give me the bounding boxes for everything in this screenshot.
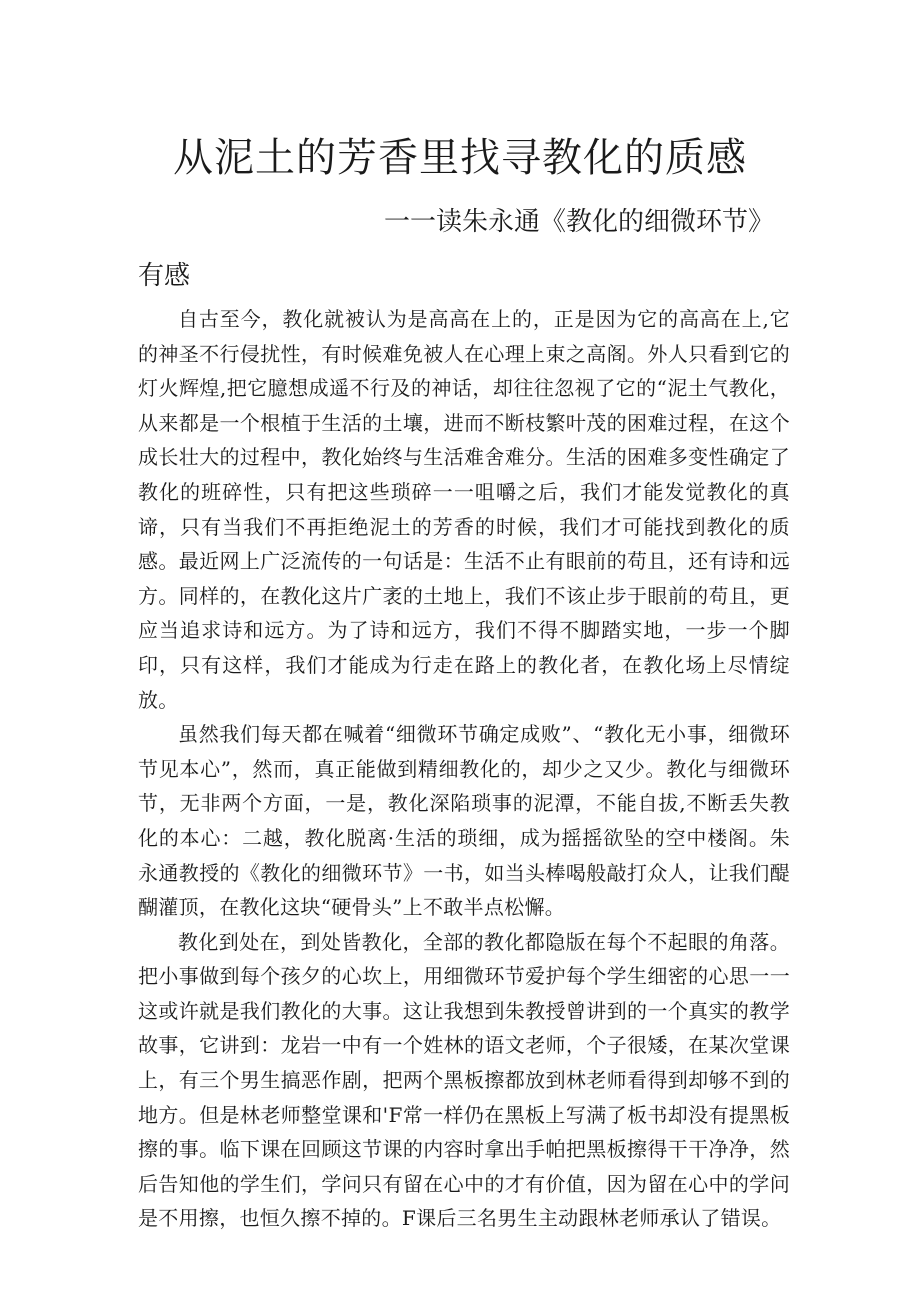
paragraph-1: 自古至今，教化就被认为是高高在上的，正是因为它的高高在上,它的神圣不行侵扰性，有时候难免被人在心理上束之高阁。外人只看到它的灯火辉煌,把它臆想成遥不行及的神话，却往往忽视了它的“泥土气教化，从来都是一个根植于生活的土壤，进而不断枝繁叶茂的困难过程，在这个成长壮大的过程中，教化始终与生活难舍难分。生活的困难多变性确定了教化的班碎性，只有把这些琐碎一一咀嚼之后，我们才能发觉教化的真谛，只有当我们不再拒绝泥土的芳香的时候，我们才可能找到教化的质感。最近网上广泛流传的一句话是：生活不止有眼前的苟且，还有诗和远方。同样的，在教化这片广袤的土地上，我们不该止步于眼前的苟且，更应当追求诗和远方。为了诗和远方，我们不得不脚踏实地，一步一个脚印，只有这样，我们才能成为行走在路上的教化者，在教化场上尽情绽放。 xyxy=(138,307,790,712)
document-subtitle: 一一读朱永通《教化的细微环节》 xyxy=(383,207,774,237)
section-heading: 有感 xyxy=(138,261,191,291)
document-title: 从泥土的芳香里找寻教化的质感 xyxy=(173,135,747,181)
paragraph-3: 教化到处在，到处皆教化，全部的教化都隐版在每个不起眼的角落。把小事做到每个孩夕的心坎上，用细微环节爱护每个学生细密的心思一一这或许就是我们教化的大事。这让我想到朱教授曾讲到的一个真实的教学故事，它讲到：龙岩一中有一个姓林的语文老师，个子很矮，在某次堂课上，有三个男生搞恶作剧，把两个黑板擦都放到林老师看得到却够不到的地方。但是林老师整堂课和'F常一样仍在黑板上写满了板书却没有提黑板擦的事。临下课在回顾这节课的内容时拿出手帕把黑板擦得干干净净，然后告知他的学生们，学问只有留在心中的才有价值，因为留在心中的学问是不用擦，也恒久擦不掉的。F课后三名男生主动跟林老师承认了错误。 xyxy=(138,929,790,1231)
document-body xyxy=(138,302,790,1236)
paragraph-2: 虽然我们每天都在喊着“细微环节确定成败”、“教化无小事，细微环节见本心”，然而，真正能做到精细教化的，却少之又少。教化与细微环节，无非两个方面，一是，教化深陷琐事的泥潭，不能自拔,不断丢失教化的本心：二越，教化脱离·生活的琐细，成为摇摇欲坠的空中楼阁。朱永通教授的《教化的细微环节》一书，如当头棒喝般敲打众人，让我们醍醐灌顶，在教化这块“硬骨头”上不敢半点松懈。 xyxy=(138,722,790,920)
